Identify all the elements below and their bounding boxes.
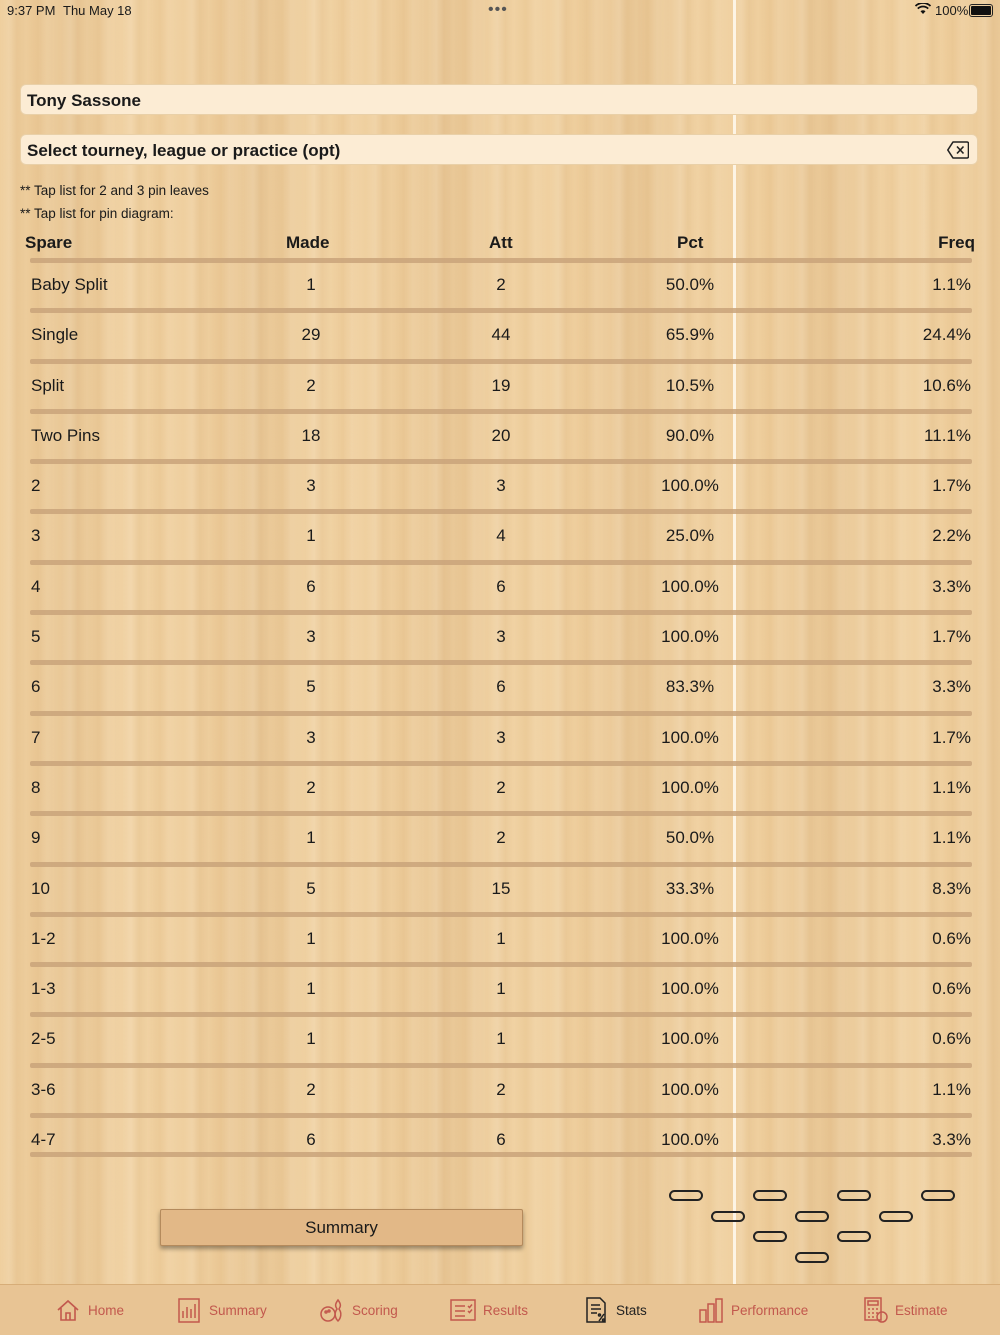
pct-cell: 100.0% bbox=[661, 1130, 719, 1150]
freq-cell: 11.1% bbox=[924, 425, 971, 445]
table-row[interactable] bbox=[0, 459, 1000, 509]
table-row[interactable] bbox=[0, 1063, 1000, 1113]
freq-cell: 0.6% bbox=[932, 928, 971, 948]
att-cell: 3 bbox=[496, 476, 506, 496]
summary-icon bbox=[175, 1296, 203, 1324]
pct-cell: 100.0% bbox=[661, 928, 719, 948]
att-cell: 3 bbox=[496, 727, 506, 747]
header-spare: Spare bbox=[25, 233, 73, 252]
made-cell: 1 bbox=[306, 979, 316, 999]
made-cell: 1 bbox=[306, 1029, 316, 1049]
spare-cell: 2-5 bbox=[31, 1029, 56, 1049]
tab-label: Estimate bbox=[895, 1302, 948, 1318]
spare-cell: 4-7 bbox=[31, 1130, 56, 1150]
spare-cell: 7 bbox=[31, 727, 41, 747]
bowler-name: Tony Sassone bbox=[27, 91, 141, 110]
made-cell: 3 bbox=[306, 727, 316, 747]
note-two-three-pin: ** Tap list for 2 and 3 pin leaves bbox=[20, 183, 209, 198]
multitasking-dots-icon[interactable]: ••• bbox=[488, 1, 508, 18]
table-row[interactable] bbox=[0, 660, 1000, 710]
freq-cell: 1.1% bbox=[932, 828, 971, 848]
pct-cell: 65.9% bbox=[665, 325, 715, 345]
header-att: Att bbox=[489, 233, 513, 252]
att-cell: 3 bbox=[496, 627, 506, 647]
freq-cell: 3.3% bbox=[932, 677, 971, 697]
freq-cell: 10.6% bbox=[922, 375, 971, 395]
att-cell: 19 bbox=[491, 375, 511, 395]
note-pin-diagram: ** Tap list for pin diagram: bbox=[20, 206, 174, 221]
table-row[interactable] bbox=[0, 258, 1000, 308]
made-cell: 3 bbox=[306, 627, 316, 647]
table-row[interactable] bbox=[0, 962, 1000, 1012]
att-cell: 6 bbox=[496, 677, 506, 697]
table-row[interactable] bbox=[0, 610, 1000, 660]
tab-home[interactable] bbox=[54, 1293, 124, 1327]
status-date: Thu May 18 bbox=[63, 3, 132, 18]
pin-7-icon[interactable] bbox=[669, 1190, 703, 1201]
att-cell: 2 bbox=[496, 275, 506, 294]
pct-cell: 100.0% bbox=[661, 1079, 719, 1099]
pct-cell: 90.0% bbox=[665, 425, 715, 445]
made-cell: 6 bbox=[306, 576, 316, 596]
pin-10-icon[interactable] bbox=[921, 1190, 955, 1201]
att-cell: 44 bbox=[491, 325, 511, 345]
freq-cell: 1.1% bbox=[932, 275, 971, 294]
stats-icon bbox=[582, 1296, 610, 1324]
spare-cell: 3 bbox=[31, 526, 41, 546]
pin-5-icon[interactable] bbox=[795, 1211, 829, 1222]
tab-label: Stats bbox=[616, 1302, 647, 1318]
table-header bbox=[0, 233, 1000, 253]
spare-cell: Baby Split bbox=[31, 275, 108, 294]
tab-stats[interactable] bbox=[582, 1293, 647, 1327]
att-cell: 6 bbox=[496, 1130, 506, 1150]
att-cell: 6 bbox=[496, 576, 506, 596]
table-row[interactable] bbox=[0, 912, 1000, 962]
status-bar bbox=[0, 0, 1000, 22]
pin-1-icon[interactable] bbox=[795, 1252, 829, 1263]
made-cell: 5 bbox=[306, 677, 316, 697]
made-cell: 2 bbox=[306, 375, 316, 395]
table-row[interactable] bbox=[0, 409, 1000, 459]
pct-cell: 10.5% bbox=[665, 375, 715, 395]
made-cell: 1 bbox=[306, 928, 316, 948]
pin-8-icon[interactable] bbox=[753, 1190, 787, 1201]
home-icon bbox=[54, 1296, 82, 1324]
pct-cell: 100.0% bbox=[661, 979, 719, 999]
header-freq: Freq bbox=[938, 233, 975, 252]
pin-9-icon[interactable] bbox=[837, 1190, 871, 1201]
table-row[interactable] bbox=[0, 1012, 1000, 1062]
results-icon bbox=[449, 1296, 477, 1324]
spare-cell: Split bbox=[31, 375, 65, 395]
made-cell: 18 bbox=[301, 425, 321, 445]
event-select-field[interactable] bbox=[20, 134, 978, 165]
clear-field-icon[interactable] bbox=[947, 141, 969, 159]
pin-4-icon[interactable] bbox=[711, 1211, 745, 1222]
table-end-divider bbox=[30, 1152, 972, 1157]
tab-label: Home bbox=[88, 1302, 125, 1318]
table-row[interactable] bbox=[0, 862, 1000, 912]
spare-cell: 9 bbox=[31, 828, 41, 848]
pin-2-icon[interactable] bbox=[753, 1231, 787, 1242]
tab-results[interactable] bbox=[449, 1293, 528, 1327]
pct-cell: 100.0% bbox=[661, 627, 719, 647]
freq-cell: 1.7% bbox=[932, 476, 971, 496]
battery-percent: 100% bbox=[935, 3, 969, 18]
tab-estimate[interactable] bbox=[861, 1293, 948, 1327]
table-row[interactable] bbox=[0, 308, 1000, 358]
pct-cell: 100.0% bbox=[661, 576, 719, 596]
tab-performance[interactable] bbox=[697, 1293, 808, 1327]
table-row[interactable] bbox=[0, 711, 1000, 761]
summary-button[interactable]: Summary bbox=[160, 1209, 523, 1246]
tab-scoring[interactable] bbox=[318, 1293, 398, 1327]
made-cell: 1 bbox=[306, 828, 316, 848]
freq-cell: 0.6% bbox=[932, 1029, 971, 1049]
tab-bar bbox=[0, 1284, 1000, 1335]
att-cell: 2 bbox=[496, 777, 506, 797]
freq-cell: 1.7% bbox=[932, 627, 971, 647]
scoring-icon bbox=[318, 1296, 346, 1324]
status-time: 9:37 PM bbox=[7, 3, 56, 18]
made-cell: 29 bbox=[301, 325, 321, 345]
spare-cell: Single bbox=[31, 325, 79, 345]
pct-cell: 100.0% bbox=[661, 476, 719, 496]
performance-icon bbox=[697, 1296, 725, 1324]
tab-label: Performance bbox=[731, 1302, 809, 1318]
spare-cell: 4 bbox=[31, 576, 41, 596]
wifi-icon bbox=[915, 3, 931, 15]
tab-label: Summary bbox=[209, 1302, 267, 1318]
freq-cell: 0.6% bbox=[932, 979, 971, 999]
pct-cell: 100.0% bbox=[661, 1029, 719, 1049]
att-cell: 2 bbox=[496, 1079, 506, 1099]
pin-6-icon[interactable] bbox=[879, 1211, 913, 1222]
freq-cell: 1.1% bbox=[932, 1079, 971, 1099]
made-cell: 2 bbox=[306, 777, 316, 797]
header-made: Made bbox=[286, 233, 330, 252]
pct-cell: 83.3% bbox=[665, 677, 715, 697]
att-cell: 1 bbox=[496, 979, 506, 999]
table-row[interactable] bbox=[0, 761, 1000, 811]
made-cell: 5 bbox=[306, 878, 316, 898]
freq-cell: 3.3% bbox=[932, 576, 971, 596]
pin-3-icon[interactable] bbox=[837, 1231, 871, 1242]
pct-cell: 100.0% bbox=[661, 727, 719, 747]
bowler-name-field[interactable] bbox=[20, 84, 978, 115]
pct-cell: 33.3% bbox=[665, 878, 715, 898]
tab-summary[interactable] bbox=[175, 1293, 267, 1327]
freq-cell: 8.3% bbox=[932, 878, 971, 898]
spare-stats-table bbox=[0, 258, 1000, 1163]
spare-cell: 8 bbox=[31, 777, 41, 797]
freq-cell: 3.3% bbox=[932, 1130, 971, 1150]
att-cell: 20 bbox=[491, 425, 511, 445]
att-cell: 1 bbox=[496, 928, 506, 948]
att-cell: 1 bbox=[496, 1029, 506, 1049]
spare-cell: 6 bbox=[31, 677, 41, 697]
event-select-text: Select tourney, league or practice (opt) bbox=[27, 141, 341, 160]
made-cell: 2 bbox=[306, 1079, 316, 1099]
made-cell: 6 bbox=[306, 1130, 316, 1150]
spare-cell: 5 bbox=[31, 627, 41, 647]
spare-cell: Two Pins bbox=[31, 425, 100, 445]
battery-icon bbox=[969, 4, 993, 17]
freq-cell: 1.7% bbox=[932, 727, 971, 747]
spare-cell: 2 bbox=[31, 476, 41, 496]
att-cell: 4 bbox=[496, 526, 506, 546]
spare-cell: 1-3 bbox=[31, 979, 56, 999]
table-row[interactable] bbox=[0, 560, 1000, 610]
made-cell: 3 bbox=[306, 476, 316, 496]
tab-label: Results bbox=[483, 1302, 529, 1318]
made-cell: 1 bbox=[306, 275, 316, 294]
att-cell: 2 bbox=[496, 828, 506, 848]
table-row[interactable] bbox=[0, 509, 1000, 559]
estimate-icon bbox=[861, 1296, 889, 1324]
spare-cell: 1-2 bbox=[31, 928, 56, 948]
table-row[interactable] bbox=[0, 811, 1000, 861]
tab-label: Scoring bbox=[352, 1302, 398, 1318]
att-cell: 15 bbox=[491, 878, 511, 898]
spare-cell: 3-6 bbox=[31, 1079, 56, 1099]
made-cell: 1 bbox=[306, 526, 316, 546]
table-row[interactable] bbox=[0, 359, 1000, 409]
freq-cell: 24.4% bbox=[922, 325, 971, 345]
freq-cell: 2.2% bbox=[932, 526, 971, 546]
spare-cell: 10 bbox=[31, 878, 50, 898]
pct-cell: 50.0% bbox=[665, 828, 715, 848]
freq-cell: 1.1% bbox=[932, 777, 971, 797]
pct-cell: 50.0% bbox=[665, 275, 715, 294]
pct-cell: 25.0% bbox=[665, 526, 715, 546]
header-pct: Pct bbox=[677, 233, 704, 252]
pct-cell: 100.0% bbox=[661, 777, 719, 797]
